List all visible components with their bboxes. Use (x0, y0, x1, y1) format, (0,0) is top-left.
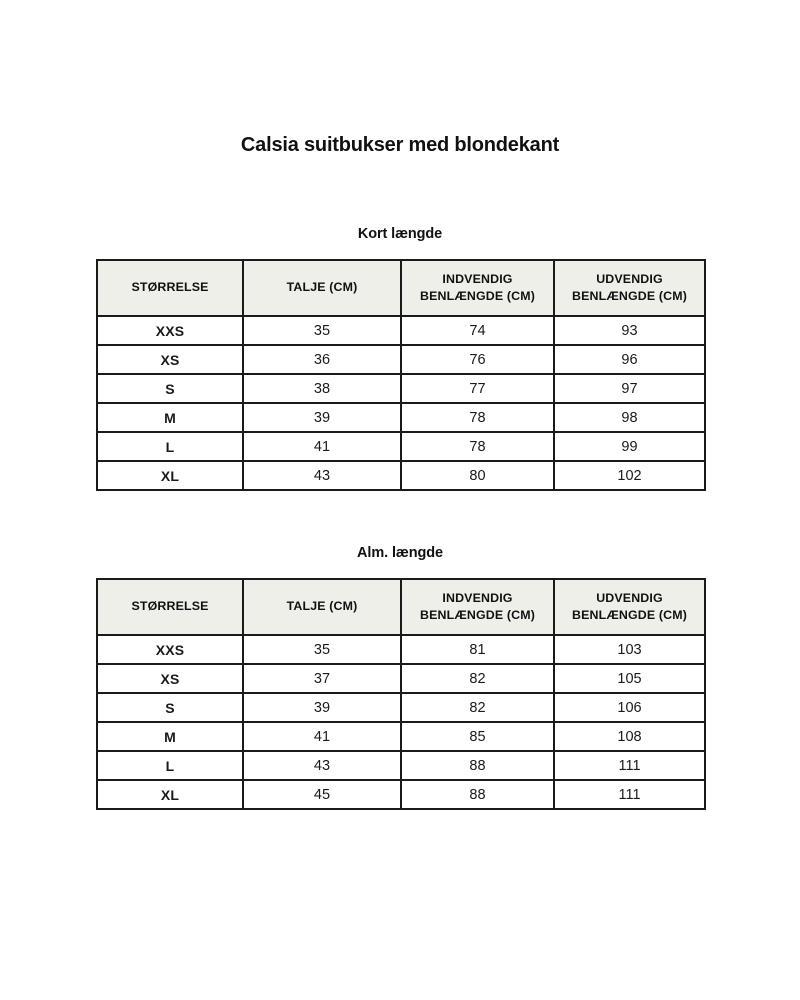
cell-outer-leg: 93 (554, 316, 705, 345)
column-header-inner-leg-line1: INDVENDIG (442, 271, 513, 286)
table-row (97, 693, 705, 722)
cell-outer-leg: 96 (554, 345, 705, 374)
cell-inner-leg: 78 (401, 403, 554, 432)
column-header-outer-leg-line2: BENLÆNGDE (CM) (572, 608, 687, 622)
cell-size: M (97, 722, 243, 751)
table-row (97, 345, 705, 374)
size-section-short (96, 226, 704, 491)
cell-inner-leg: 88 (401, 780, 554, 809)
cell-waist: 41 (243, 432, 401, 461)
size-section-regular (96, 545, 704, 810)
cell-size: L (97, 751, 243, 780)
cell-waist: 35 (243, 316, 401, 345)
cell-inner-leg: 77 (401, 374, 554, 403)
column-header-outer-leg-line2: BENLÆNGDE (CM) (572, 289, 687, 303)
cell-inner-leg: 74 (401, 316, 554, 345)
cell-size: L (97, 432, 243, 461)
cell-waist: 35 (243, 635, 401, 664)
table-row (97, 374, 705, 403)
column-header-outer-leg (554, 579, 705, 635)
cell-size: S (97, 693, 243, 722)
cell-outer-leg: 102 (554, 461, 705, 490)
table-row (97, 635, 705, 664)
cell-waist: 39 (243, 693, 401, 722)
cell-waist: 38 (243, 374, 401, 403)
cell-size: XXS (97, 316, 243, 345)
cell-inner-leg: 81 (401, 635, 554, 664)
cell-outer-leg: 97 (554, 374, 705, 403)
cell-waist: 45 (243, 780, 401, 809)
cell-inner-leg: 78 (401, 432, 554, 461)
column-header-waist (243, 260, 401, 316)
column-header-waist-label: TALJE (CM) (286, 280, 358, 295)
table-row (97, 780, 705, 809)
cell-waist: 37 (243, 664, 401, 693)
table-row (97, 722, 705, 751)
column-header-inner-leg-line2: BENLÆNGDE (CM) (420, 608, 535, 622)
cell-outer-leg: 98 (554, 403, 705, 432)
cell-inner-leg: 85 (401, 722, 554, 751)
table-row (97, 432, 705, 461)
cell-size: XS (97, 345, 243, 374)
cell-outer-leg: 111 (554, 751, 705, 780)
column-header-size (97, 579, 243, 635)
section-title-short: Kort længde (357, 226, 443, 242)
cell-outer-leg: 108 (554, 722, 705, 751)
cell-waist: 39 (243, 403, 401, 432)
size-table-short (96, 259, 706, 491)
table-row (97, 461, 705, 490)
cell-inner-leg: 82 (401, 664, 554, 693)
column-header-inner-leg (401, 260, 554, 316)
column-header-outer-leg-line1: UDVENDIG (596, 271, 663, 286)
table-row (97, 403, 705, 432)
cell-outer-leg: 99 (554, 432, 705, 461)
table-row (97, 751, 705, 780)
section-title-regular: Alm. længde (357, 545, 443, 561)
cell-inner-leg: 80 (401, 461, 554, 490)
cell-inner-leg: 82 (401, 693, 554, 722)
table-row (97, 316, 705, 345)
column-header-size-label: STØRRELSE (131, 280, 209, 295)
cell-waist: 43 (243, 461, 401, 490)
table-header-row (97, 579, 705, 635)
table-header-row (97, 260, 705, 316)
cell-inner-leg: 76 (401, 345, 554, 374)
column-header-outer-leg-line1: UDVENDIG (596, 590, 663, 605)
page-title: Calsia suitbukser med blondekant (240, 134, 560, 157)
cell-waist: 41 (243, 722, 401, 751)
size-table-regular (96, 578, 706, 810)
cell-size: S (97, 374, 243, 403)
cell-size: XL (97, 780, 243, 809)
column-header-inner-leg-line2: BENLÆNGDE (CM) (420, 289, 535, 303)
column-header-waist (243, 579, 401, 635)
column-header-size (97, 260, 243, 316)
cell-waist: 43 (243, 751, 401, 780)
cell-size: XS (97, 664, 243, 693)
column-header-inner-leg-line1: INDVENDIG (442, 590, 513, 605)
cell-size: M (97, 403, 243, 432)
cell-size: XXS (97, 635, 243, 664)
column-header-size-label: STØRRELSE (131, 599, 209, 614)
cell-inner-leg: 88 (401, 751, 554, 780)
cell-outer-leg: 106 (554, 693, 705, 722)
cell-size: XL (97, 461, 243, 490)
table-row (97, 664, 705, 693)
cell-waist: 36 (243, 345, 401, 374)
cell-outer-leg: 105 (554, 664, 705, 693)
column-header-inner-leg (401, 579, 554, 635)
column-header-outer-leg (554, 260, 705, 316)
cell-outer-leg: 103 (554, 635, 705, 664)
cell-outer-leg: 111 (554, 780, 705, 809)
column-header-waist-label: TALJE (CM) (286, 599, 358, 614)
